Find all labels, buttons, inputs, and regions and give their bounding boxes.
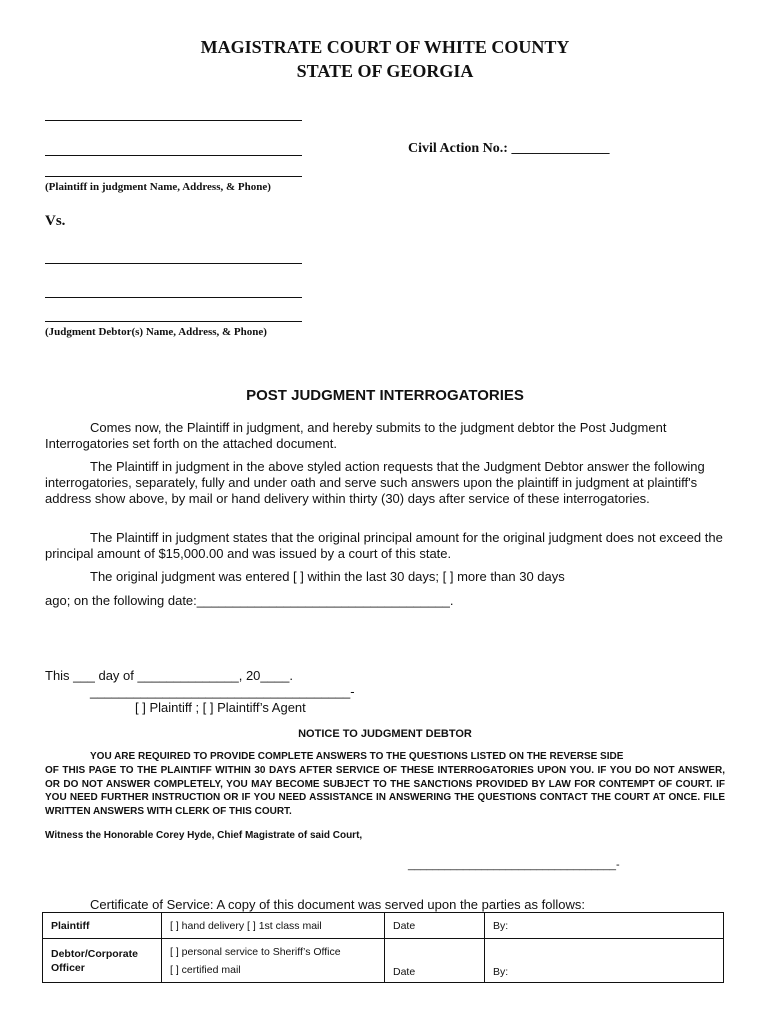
paragraph-submission: Comes now, the Plaintiff in judgment, and hereby submits to the judgment debtor the Post Judgment Interrogatories set forth on the attached document. (45, 420, 667, 451)
witness-statement: Witness the Honorable Corey Hyde, Chief Magistrate of said Court, (45, 830, 363, 841)
document-title: POST JUDGMENT INTERROGATORIES (246, 387, 524, 404)
debtor-caption: (Judgment Debtor(s) Name, Address, & Phone) (45, 326, 267, 338)
judgment-date-field[interactable]: ago; on the following date:___________________________________. (45, 593, 454, 608)
by-cell[interactable]: By: (485, 939, 724, 983)
debtor-phone-line[interactable] (45, 321, 302, 322)
court-name: MAGISTRATE COURT OF WHITE COUNTY (200, 37, 570, 57)
signer-role-checkboxes[interactable]: [ ] Plaintiff ; [ ] Plaintiff’s Agent (135, 700, 306, 715)
party-cell: Plaintiff (43, 913, 162, 939)
certificate-row-debtor (43, 939, 724, 983)
certificate-intro: Certificate of Service: A copy of this document was served upon the parties as follows: (90, 897, 585, 912)
delivery-method-cell[interactable]: [ ] hand delivery [ ] 1st class mail (162, 913, 385, 939)
state-name: STATE OF GEORGIA (296, 61, 474, 81)
certificate-table (42, 912, 724, 983)
versus-label: Vs. (45, 213, 66, 229)
debtor-name-line[interactable] (45, 263, 302, 264)
plaintiff-caption: (Plaintiff in judgment Name, Address, & Phone) (45, 181, 271, 193)
service-method-cell[interactable] (162, 939, 385, 983)
notice-heading: NOTICE TO JUDGMENT DEBTOR (298, 728, 472, 740)
plaintiff-phone-line[interactable] (45, 176, 302, 177)
notice-body: OF THIS PAGE TO THE PLAINTIFF WITHIN 30 DAYS AFTER SERVICE OF THESE INTERROGATORIES UPON YOU. IF YOU DO NOT ANSWER, OR DO NOT ANSWER COMPLETELY, YOU MAY BECOME SUBJECT TO THE SANCTIONS PROVIDED BY LAW FOR CONTEMPT OF COURT. IF YOU NEED FURTHER INSTRUCTION OR IF YOU NEED ASSISTANCE IN ANSWERING THE QUESTIONS CONTACT THE COURT AT ONCE. FILE WRITTEN ANSWERS WITH CLERK OF THIS COURT. (45, 765, 725, 817)
certified-mail-option[interactable]: [ ] certified mail (170, 963, 241, 976)
date-cell[interactable]: Date (385, 913, 485, 939)
civil-action-number[interactable]: Civil Action No.: ______________ (408, 141, 610, 156)
plaintiff-address-line[interactable] (45, 155, 302, 156)
by-cell[interactable]: By: (485, 913, 724, 939)
paragraph-request: The Plaintiff in judgment in the above styled action requests that the Judgment Debtor answer the following interrogatories, separately, fully and under oath and serve such answers upon the plaintiff in judgment at plaintiff's address show above, by mail or hand delivery within thirty (30) days after service of these interrogatories. (45, 459, 705, 506)
signing-date-line[interactable]: This ___ day of ______________, 20____. (45, 668, 293, 683)
notice-body-first-line: YOU ARE REQUIRED TO PROVIDE COMPLETE ANSWERS TO THE QUESTIONS LISTED ON THE REVERSE SIDE (90, 751, 624, 762)
party-cell: Debtor/Corporate Officer (43, 939, 162, 983)
magistrate-signature-line[interactable]: __________________________________- (408, 859, 620, 871)
paragraph-entry-date[interactable]: The original judgment was entered [ ] within the last 30 days; [ ] more than 30 days (90, 569, 565, 584)
date-cell[interactable]: Date (385, 939, 485, 983)
certificate-row-plaintiff (43, 913, 724, 939)
paragraph-amount: The Plaintiff in judgment states that the original principal amount for the original judgment does not exceed the principal amount of $15,000.00 and was issued by a court of this state. (45, 530, 723, 561)
personal-service-option[interactable]: [ ] personal service to Sheriff’s Office (170, 945, 341, 958)
plaintiff-name-line[interactable] (45, 120, 302, 121)
debtor-address-line[interactable] (45, 297, 302, 298)
plaintiff-signature-line[interactable]: ____________________________________- (90, 684, 355, 699)
